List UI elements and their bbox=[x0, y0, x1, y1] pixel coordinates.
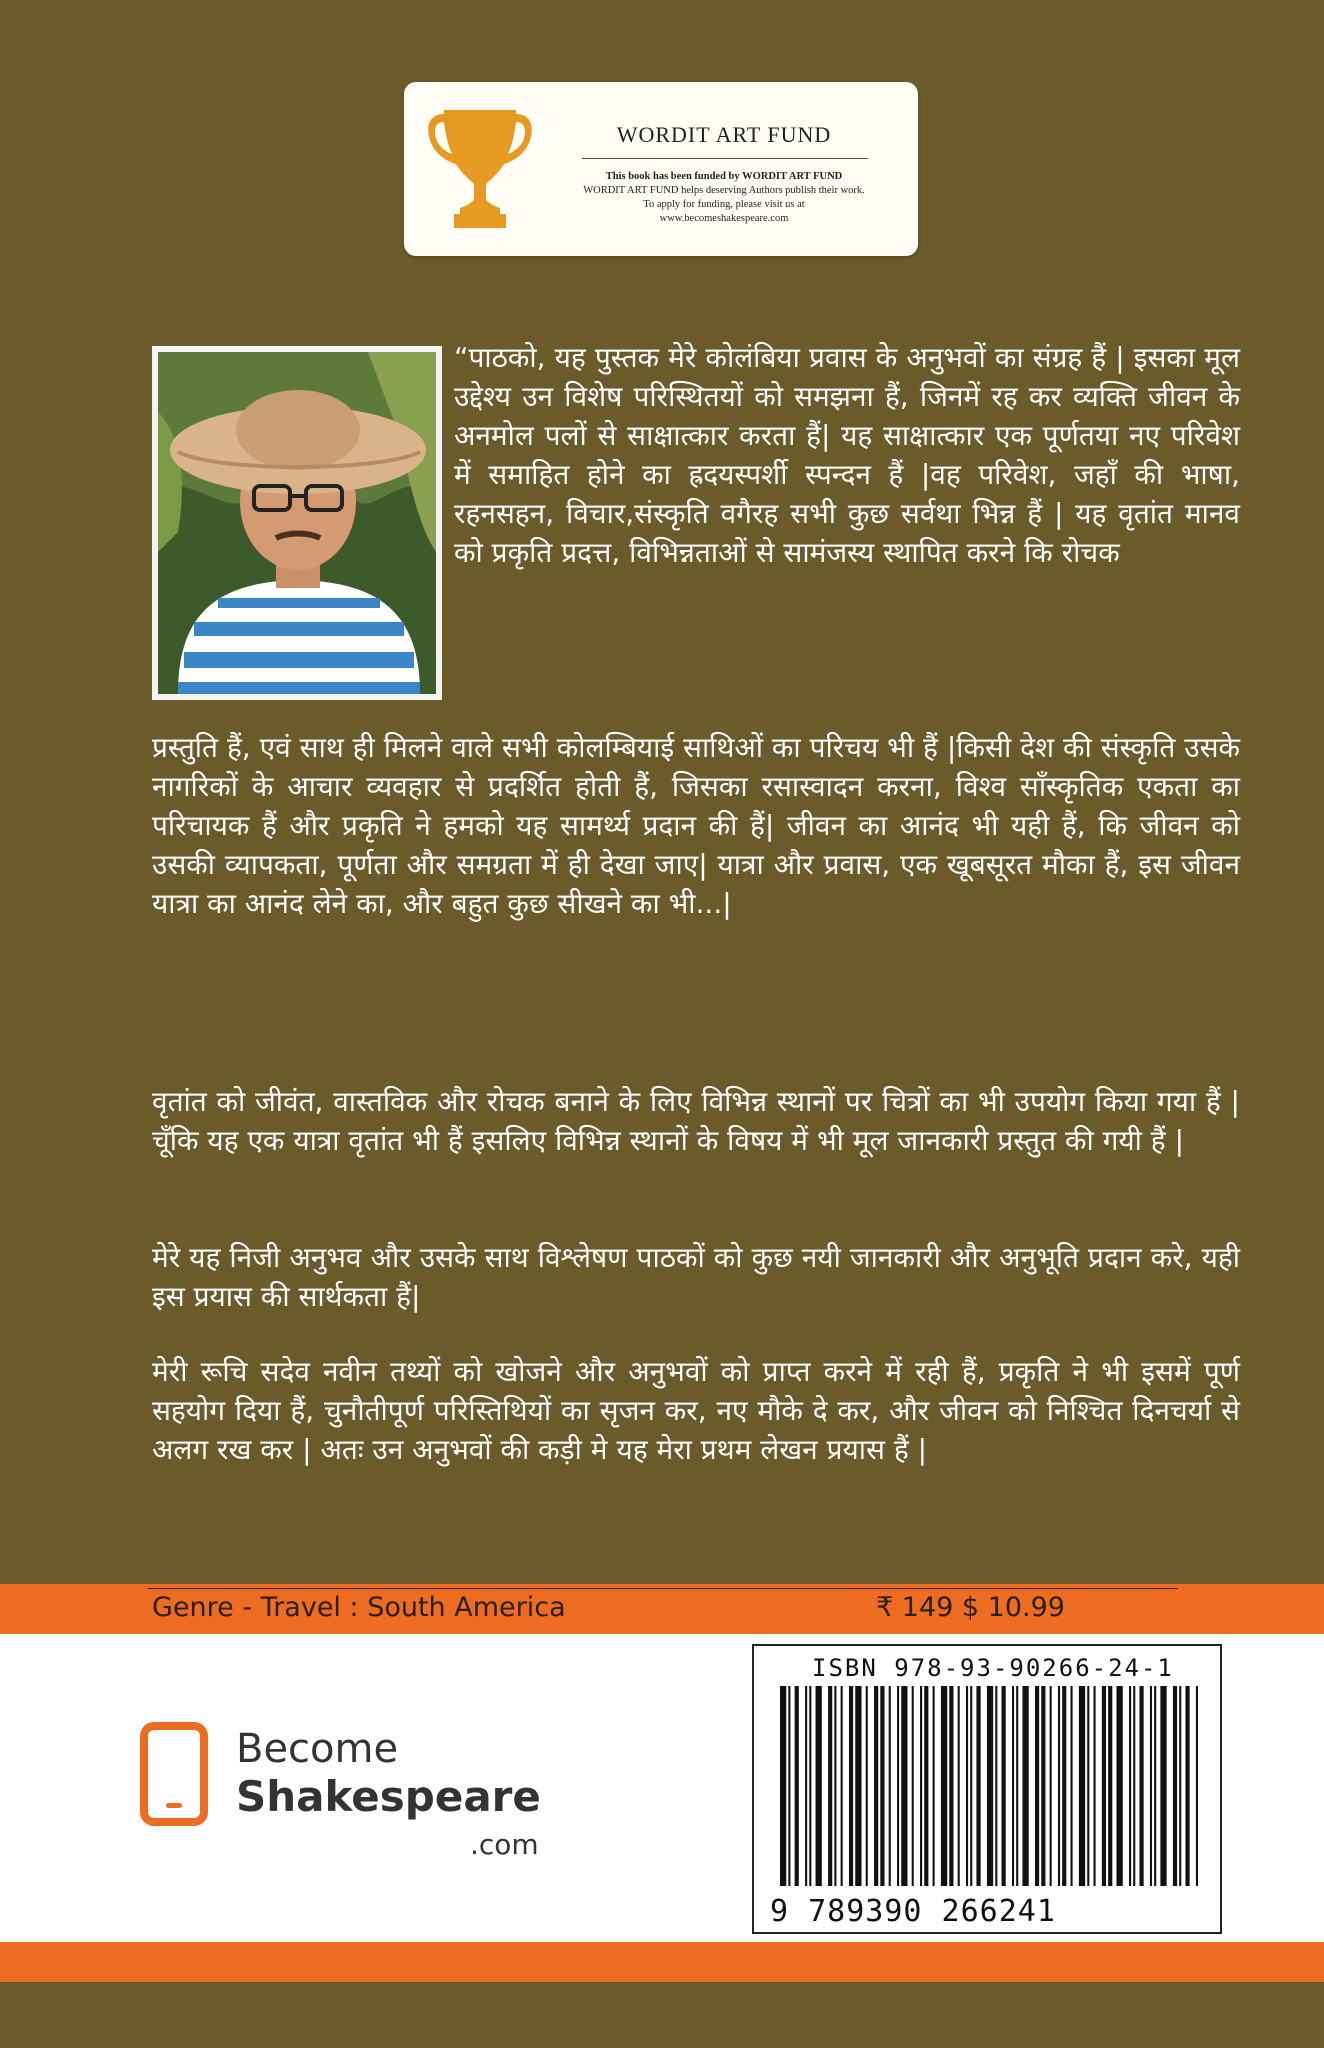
barcode-bar bbox=[1016, 1686, 1018, 1886]
publisher-domain: .com bbox=[470, 1828, 539, 1861]
barcode-bar bbox=[1058, 1686, 1060, 1886]
author-photo bbox=[152, 346, 442, 700]
barcode-bar bbox=[1173, 1686, 1177, 1886]
barcode-bar bbox=[816, 1686, 822, 1886]
barcode-bar bbox=[1071, 1686, 1073, 1886]
genre-bar-rule bbox=[148, 1588, 1178, 1589]
blurb-paragraph-1-full: प्रस्तुति हैं, एवं साथ ही मिलने वाले सभी कोलम्बियाई साथिओं का परिचय भी हैं |किसी देश की संस्कृति उसके नागरिकों के आचार व्यवहार से प्रदर्शित होती हैं, जिसका रसास्वादन करना, विश्व साँस्कृतिक एकता का परिचायक हैं और प्रकृति ने हमको यह सामर्थ्य प्रदान की हैं| जीवन का आनंद भी यही हैं, कि जीवन को उसकी व्यापकता, पूर्णता और समग्रता में ही देखा जाए| यात्रा और प्रवास, एक खूबसूरत मौका हैं, इस जीवन यात्रा का आनंद लेने का, और बहुत कुछ सीखने का भी...| bbox=[152, 731, 1240, 920]
barcode-bar bbox=[958, 1686, 960, 1886]
blurb-paragraph-4: मेरी रूचि सदेव नवीन तथ्यों को खोजने और अनुभवों को प्राप्त करने में रही हैं, प्रकृति ने भी इसमें पूर्ण सहयोग दिया हैं, चुनौतीपूर्ण परिस्तिथियों का सृजन कर, नए मौके दे कर, और जीवन को निश्चित दिनचर्या से अलग रख कर | अतः उन अनुभवों की कड़ी मे यह मेरा प्रथम लेखन प्रयास हैं | bbox=[152, 1355, 1240, 1466]
barcode-bar bbox=[976, 1686, 980, 1886]
barcode-bar bbox=[889, 1686, 891, 1886]
genre-price-bar bbox=[0, 1584, 1324, 1634]
barcode-bar bbox=[1185, 1686, 1189, 1886]
fund-title: WORDIT ART FUND bbox=[616, 122, 832, 147]
barcode-bar bbox=[1116, 1686, 1122, 1886]
barcode-bar bbox=[920, 1686, 922, 1886]
barcode-bar bbox=[1133, 1686, 1135, 1886]
barcode-bar bbox=[1012, 1686, 1014, 1886]
genre-label: Genre - Travel : South America bbox=[152, 1592, 566, 1623]
barcode-bar bbox=[855, 1686, 861, 1886]
barcode-bar bbox=[880, 1686, 884, 1886]
award-badge bbox=[404, 82, 918, 256]
barcode-bar bbox=[987, 1686, 993, 1886]
fund-divider bbox=[582, 158, 868, 159]
barcode-bar bbox=[1035, 1686, 1039, 1886]
barcode-bar bbox=[995, 1686, 997, 1886]
fund-line-1: This book has been funded by WORDIT ART FUND bbox=[605, 171, 843, 182]
barcode-bar bbox=[1087, 1686, 1089, 1886]
barcode-bar bbox=[841, 1686, 843, 1886]
fund-description bbox=[554, 170, 894, 226]
become-shakespeare-logo-icon bbox=[140, 1722, 208, 1826]
barcode-bar bbox=[941, 1686, 947, 1886]
barcode-bar bbox=[1150, 1686, 1152, 1886]
barcode-bar bbox=[1139, 1686, 1143, 1886]
barcode-bar bbox=[849, 1686, 853, 1886]
barcode-bar bbox=[1154, 1686, 1156, 1886]
barcode-bars bbox=[780, 1686, 1198, 1886]
author-portrait-image bbox=[158, 352, 436, 694]
barcode-bar bbox=[780, 1686, 786, 1886]
barcode-bar bbox=[1108, 1686, 1112, 1886]
barcode-bar bbox=[866, 1686, 868, 1886]
barcode-bar bbox=[1196, 1686, 1198, 1886]
barcode-bar bbox=[805, 1686, 807, 1886]
barcode-bar bbox=[828, 1686, 832, 1886]
fund-line-2: WORDIT ART FUND helps deserving Authors publish their work. bbox=[583, 185, 865, 196]
bottom-accent-stripe bbox=[0, 1942, 1324, 1982]
barcode-bar bbox=[1002, 1686, 1006, 1886]
fund-line-3: To apply for funding, please visit us at bbox=[643, 199, 805, 210]
fund-url: www.becomeshakespeare.com bbox=[659, 213, 789, 224]
barcode-digits: 9 789390 266241 bbox=[770, 1894, 1056, 1929]
barcode-bar bbox=[897, 1686, 899, 1886]
blurb-paragraph-3: मेरे यह निजी अनुभव और उसके साथ विश्लेषण पाठकों को कुछ नयी जानकारी और अनुभूति प्रदान करे, यही इस प्रयास की सार्थकता हैं| bbox=[152, 1241, 1240, 1313]
blurb-paragraph-1-wrap: “पाठको, यह पुस्तक मेरे कोलंबिया प्रवास के अनुभवों का संग्रह हैं | इसका मूल उद्देश्य उन विशेष परिस्थितयों को समझना हैं, जिनमें रह कर व्यक्ति जीवन के अनमोल पलों से साक्षात्कार करता हैं| यह साक्षात्कार एक पूर्णतया नए परिवेश में समाहित होने का ह्रदयस्पर्शी स्पन्दन हैं |वह परिवेश, जहाँ की भाषा, रहनसहन, विचार,संस्कृति वगैरह सभी कुछ सर्वथा भिन्न हैं | यह वृतांत मानव को प्रकृति प्रदत्त, विभिन्नताओं से सामंजस्य स्थापित करने कि रोचक bbox=[454, 341, 1240, 569]
barcode-bar bbox=[1102, 1686, 1106, 1886]
barcode-bar bbox=[1079, 1686, 1085, 1886]
barcode-bar bbox=[795, 1686, 799, 1886]
barcode-bar bbox=[970, 1686, 972, 1886]
isbn-label: ISBN 978-93-90266-24-1 bbox=[812, 1654, 1174, 1682]
barcode-bar bbox=[1050, 1686, 1052, 1886]
barcode-bar bbox=[1179, 1686, 1181, 1886]
blurb-paragraph-2: वृतांत को जीवंत, वास्तविक और रोचक बनाने के लिए विभिन्न स्थानों पर चित्रों का भी उपयोग किया गया हैं | चूँकि यह एक यात्रा वृतांत भी हैं इसलिए विभिन्न स्थानों के विषय में भी मूल जानकारी प्रस्तुत की गयी हैं | bbox=[152, 1085, 1240, 1157]
publisher-band bbox=[0, 1634, 1324, 1942]
barcode-bar bbox=[1129, 1686, 1131, 1886]
barcode-bar bbox=[912, 1686, 914, 1886]
barcode-bar bbox=[874, 1686, 878, 1886]
barcode-bar bbox=[966, 1686, 968, 1886]
trophy-icon bbox=[424, 102, 536, 236]
barcode-bar bbox=[933, 1686, 935, 1886]
barcode-bar bbox=[809, 1686, 811, 1886]
barcode-bar bbox=[924, 1686, 928, 1886]
barcode-bar bbox=[949, 1686, 953, 1886]
barcode-bar bbox=[1160, 1686, 1166, 1886]
publisher-name-line-2: Shakespeare bbox=[236, 1772, 541, 1821]
price-label: ₹ 149 $ 10.99 bbox=[876, 1592, 1065, 1623]
barcode-bar bbox=[1022, 1686, 1028, 1886]
barcode-bar bbox=[788, 1686, 790, 1886]
publisher-name-line-1: Become bbox=[236, 1726, 399, 1772]
bottom-base bbox=[0, 1982, 1324, 2048]
barcode-bar bbox=[834, 1686, 836, 1886]
barcode-bar bbox=[1041, 1686, 1045, 1886]
barcode-bar bbox=[901, 1686, 907, 1886]
barcode-bar bbox=[1062, 1686, 1066, 1886]
barcode-bar bbox=[1094, 1686, 1096, 1886]
isbn-barcode bbox=[752, 1644, 1222, 1934]
